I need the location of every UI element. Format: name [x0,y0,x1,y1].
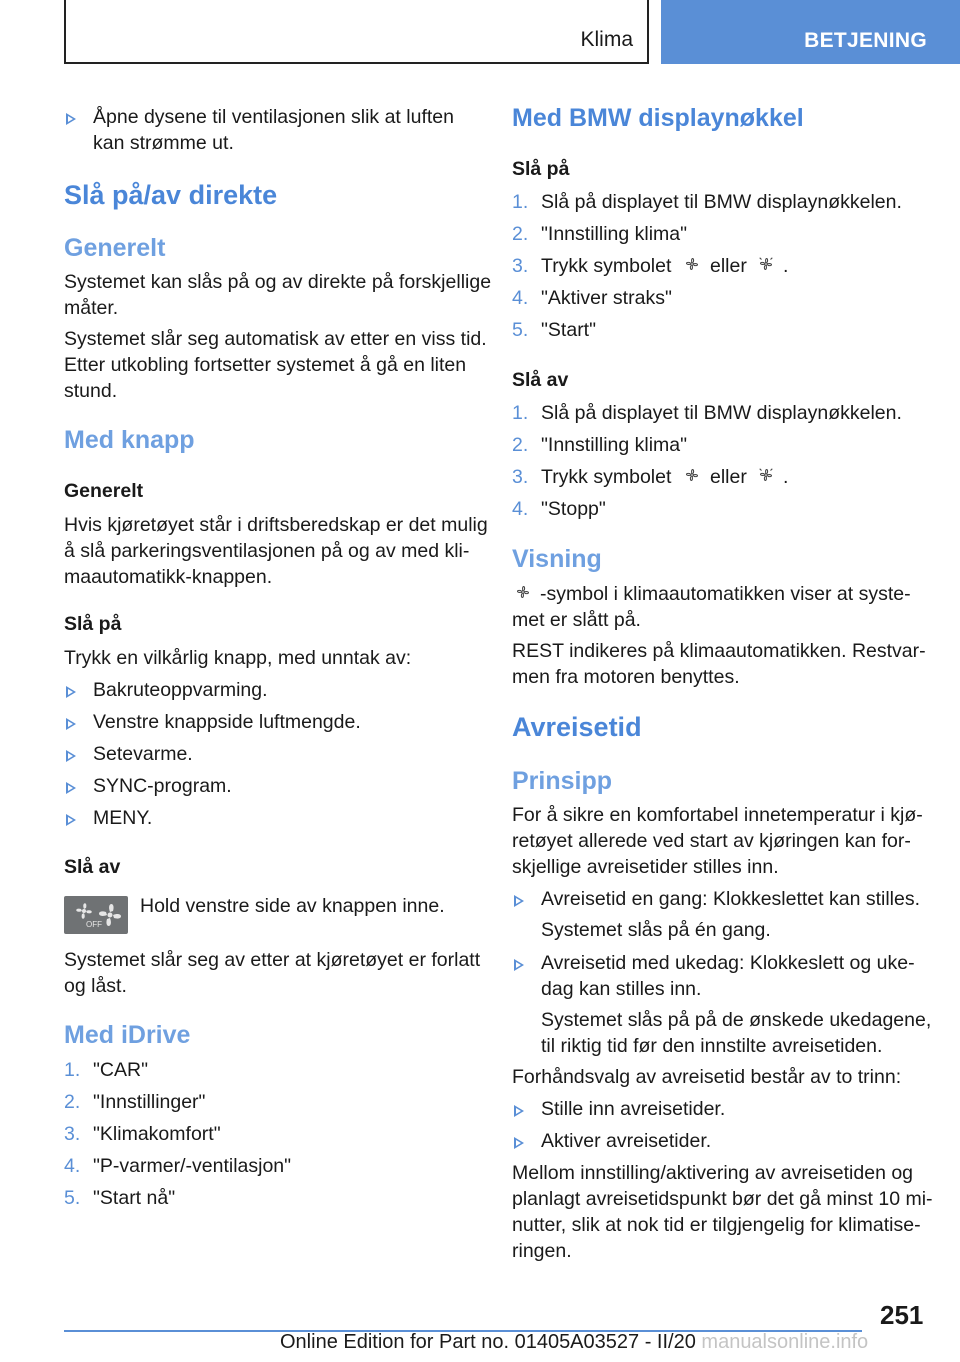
sla-av-p-line-1: Systemet slår seg av etter at kjøretøyet er forlatt [64,949,481,971]
sla-pa-item: MENY. [93,807,153,829]
visning-p1-line-1: -symbol i klimaautomatikken viser at syste- [540,583,911,605]
header-left-box [64,0,649,64]
sla-pa-item: Venstre knappside luftmengde. [93,711,361,733]
fan-timer-icon [757,255,775,276]
idrive-step: "Klimakomfort" [93,1123,221,1145]
visning-p1-line-2: met er slått på. [512,609,641,631]
fan-icon [514,583,532,604]
sla-pa-text: Trykk en vilkårlig knapp, med unntak av: [64,647,412,669]
intro-bullet-line-2: kan strømme ut. [93,132,234,154]
heading-display-key: Med BMW displaynøkkel [512,104,804,132]
prinsipp-line-1: For å sikre en komfortabel innetemperatur i kjø- [512,804,923,826]
prinsipp-line-2: retøyet allerede ved start av kjøringen kan for- [512,830,911,852]
generelt-p2-line-1: Systemet slår seg automatisk av etter en viss tid. [64,328,487,350]
on-step: "Innstilling klima" [541,223,688,245]
idrive-step: "P-varmer/-ventilasjon" [93,1155,292,1177]
bullet-icon [514,1136,524,1154]
fan-icon [683,255,701,276]
chapter-title: BETJENING [804,29,927,52]
step-number: 3. [512,255,529,277]
bullet-icon [66,112,76,130]
last-p-line-3: nutter, slik at nok tid er tilgjengelig for klimatise- [512,1214,921,1236]
forhandsvalg-item: Aktiver avreisetider. [541,1130,712,1152]
forhandsvalg-text: Forhåndsvalg av avreisetid består av to trinn: [512,1066,902,1088]
edition-text: Online Edition for Part no. 01405A03527 - II/20 [280,1331,696,1353]
off-heading: Slå av [512,369,569,391]
knapp-generelt-line-2: å slå parkeringsventilasjonen på og av med kli- [64,540,470,562]
heading-prinsipp: Prinsipp [512,767,613,795]
bullet-icon [66,717,76,735]
sla-av-p-line-2: og låst. [64,975,127,997]
idrive-step: "Start nå" [93,1187,176,1209]
avreise-bullet-1: Avreisetid en gang: Klokkeslettet kan stilles. [541,888,921,910]
off-step: "Innstilling klima" [541,434,688,456]
on-heading: Slå på [512,158,570,180]
avreise-bullet-2-sub-line-2: til riktig tid før den innstilte avreisetiden. [541,1035,883,1057]
idrive-step: "Innstillinger" [93,1091,206,1113]
step-number: 1. [512,402,529,424]
step-number: 4. [512,498,529,520]
prinsipp-line-3: skjellige avreisetider stilles inn. [512,856,779,878]
heading-idrive: Med iDrive [64,1021,191,1049]
footer-url[interactable]: manualsonline.info [701,1331,869,1353]
bullet-icon [514,958,524,976]
intro-bullet-line-1: Åpne dysene til ventilasjonen slik at luften [93,106,454,128]
last-p-line-1: Mellom innstilling/aktivering av avreisetiden og [512,1162,914,1184]
sla-pa-heading: Slå på [64,613,122,635]
avreise-bullet-1-sub: Systemet slås på én gang. [541,919,771,941]
avreise-bullet-2-sub-line-1: Systemet slås på på de ønskede ukedagene, [541,1009,932,1031]
last-p-line-4: ringen. [512,1240,572,1262]
generelt-p2-line-2: Etter utkobling fortsetter systemet å gå en liten [64,354,467,376]
header-chapter-tab [661,0,960,64]
on-step-b: eller [710,255,747,277]
step-number: 1. [64,1059,81,1081]
heading-generelt: Generelt [64,234,166,262]
on-step: Slå på displayet til BMW displaynøkkelen. [541,191,902,213]
on-step-a: Trykk symbolet [541,255,672,277]
visning-p2-line-2: men fra motoren benyttes. [512,666,740,688]
step-number: 5. [64,1187,81,1209]
on-step: "Start" [541,319,597,341]
bullet-icon [66,749,76,767]
step-number: 4. [64,1155,81,1177]
step-number: 3. [64,1123,81,1145]
last-p-line-2: planlagt avreisetidspunkt bør det gå minst 10 mi- [512,1188,933,1210]
step-number: 1. [512,191,529,213]
bullet-icon [66,781,76,799]
off-step: "Stopp" [541,498,606,520]
bullet-icon [514,1104,524,1122]
step-number: 2. [512,434,529,456]
knapp-generelt-heading: Generelt [64,480,144,502]
off-step-b: eller [710,466,747,488]
generelt-p2-line-3: stund. [64,380,118,402]
off-step: Slå på displayet til BMW displaynøkkelen. [541,402,902,424]
step-number: 4. [512,287,529,309]
fan-timer-icon [757,466,775,487]
fan-off-button-image [64,896,128,934]
visning-p2-line-1: REST indikeres på klimaautomatikken. Restvar- [512,640,926,662]
knapp-generelt-line-3: maautomatikk-knappen. [64,566,273,588]
knapp-generelt-line-1: Hvis kjøretøyet står i driftsberedskap er det mulig [64,514,488,536]
heading-direct: Slå på/av direkte [64,180,278,210]
step-number: 5. [512,319,529,341]
forhandsvalg-item: Stille inn avreisetider. [541,1098,726,1120]
footer-edition [280,1331,868,1354]
heading-knapp: Med knapp [64,426,195,454]
generelt-p1-line-2: måter. [64,297,119,319]
svg-text:OFF: OFF [86,920,102,929]
sla-av-heading: Slå av [64,856,121,878]
heading-visning: Visning [512,545,602,573]
sla-pa-item: Bakruteoppvarming. [93,679,268,701]
bullet-icon [66,685,76,703]
step-number: 2. [64,1091,81,1113]
page-number: 251 [880,1300,924,1330]
fan-icon [683,466,701,487]
generelt-p1-line-1: Systemet kan slås på og av direkte på forskjellige [64,271,492,293]
on-step-c: . [783,255,789,277]
step-number: 3. [512,466,529,488]
avreise-bullet-2-line-2: dag kan stilles inn. [541,978,702,1000]
step-number: 2. [512,223,529,245]
avreise-bullet-2-line-1: Avreisetid med ukedag: Klokkeslett og uke- [541,952,915,974]
off-step-a: Trykk symbolet [541,466,672,488]
sla-av-button-text: Hold venstre side av knappen inne. [140,895,445,917]
bullet-icon [66,813,76,831]
fan-off-icon [64,896,128,934]
idrive-step: "CAR" [93,1059,149,1081]
off-step-c: . [783,466,789,488]
bullet-icon [514,894,524,912]
on-step: "Aktiver straks" [541,287,672,309]
section-title: Klima [580,28,633,51]
sla-pa-item: SYNC-program. [93,775,232,797]
sla-pa-item: Setevarme. [93,743,193,765]
heading-avreisetid: Avreisetid [512,712,642,742]
